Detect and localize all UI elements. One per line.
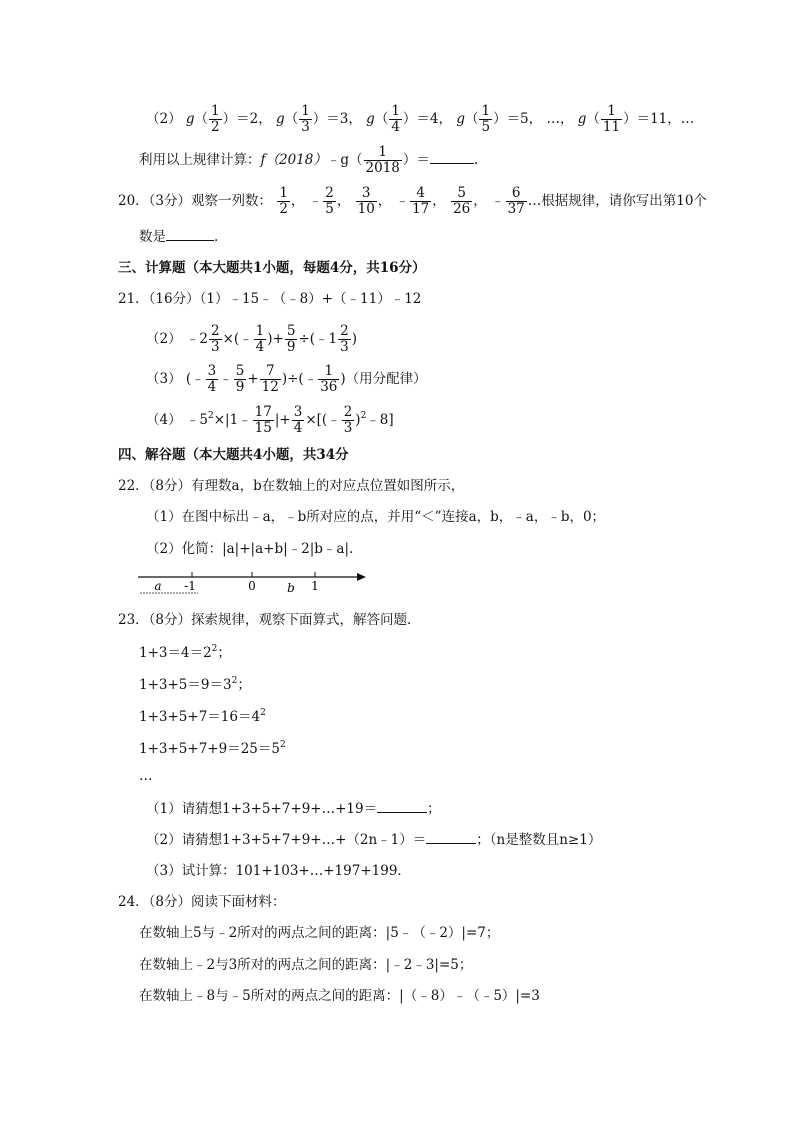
label-a: a — [154, 579, 162, 593]
section-3-heading: 三、计算题（本大题共1小题，每题4分，共16分） — [118, 260, 426, 276]
label-zero: 0 — [248, 579, 256, 593]
q23-eq1: $1+3=4=2^2$； — [139, 644, 231, 661]
q19-rule-line: 利用以上规律计算：f（2018）﹣g（ $\frac{1}{2018}$ ）＝ . — [139, 144, 479, 176]
label-minus-1: -1 — [184, 579, 196, 593]
section-4-heading: 四、解谷题（本大题共4小题，共34分 — [118, 447, 349, 463]
q24-line2: 在数轴上5与﹣2所对的两点之间的距离：|5﹣（﹣2）|=7； — [139, 925, 500, 941]
g-term-4: g（ $\frac{1}{5}$ ）＝5， — [456, 103, 543, 135]
sequence-term: ﹣ $\frac{4}{17}$ ， — [395, 185, 446, 217]
sequence-term: $\frac{3}{10}$ ， — [357, 185, 392, 217]
q23-eq4: $1+3+5+7+9=25=5^2$ — [139, 740, 286, 757]
fraction: $\frac{1}{5}$ — [481, 103, 491, 135]
f-expression: f（2018） — [260, 152, 327, 169]
sequence-term: ﹣ $\frac{2}{5}$ ， — [308, 185, 351, 217]
q21-line1: 21．（16分）（1）﹣15﹣（﹣8）+（﹣11）﹣12 — [118, 291, 422, 307]
q24-line3: 在数轴上﹣2与3所对的两点之间的距离：|﹣2﹣3|=5； — [139, 957, 473, 973]
q21-part2: （2） ﹣2 $\frac{2}{3}$ ×(﹣ $\frac{1}{4}$ )+ $\frac{5}{9}$ ÷(﹣1 $\frac{2}{3}$ ) — [146, 323, 357, 355]
g-term-2: g（ $\frac{1}{3}$ ）＝3， — [276, 103, 362, 135]
answer-blank[interactable] — [426, 843, 476, 844]
q24-line4: 在数轴上﹣8与﹣5所对的两点之间的距离：|（﹣8）﹣（﹣5）|=3 — [139, 988, 540, 1004]
answer-blank[interactable] — [166, 240, 214, 241]
answer-blank[interactable] — [430, 163, 474, 164]
label-b: b — [287, 581, 295, 595]
q22-line2: （1）在图中标出﹣a，﹣b所对应的点，并用“＜”连接a，b，﹣a，﹣b，0； — [146, 509, 606, 525]
q22-line3: （2）化简：|a|+|a+b|﹣2|b﹣a|. — [146, 541, 354, 557]
fraction: $\frac{1}{3}$ — [301, 103, 310, 135]
q19-part2-line — [146, 104, 694, 135]
sequence-term: ﹣ $\frac{6}{37}$ — [491, 185, 525, 217]
axis-arrow — [357, 573, 366, 581]
g-term-3: g（ $\frac{1}{4}$ ）＝4， — [366, 103, 453, 135]
q20-line1 — [118, 186, 707, 217]
q19-part2-label: （2） — [146, 111, 182, 128]
q23-dots: … — [139, 768, 153, 784]
q21-part3: （3） (﹣ $\frac{3}{4}$ ﹣ $\frac{5}{9}$ + $\frac{7}{12}$ )÷(﹣ $\frac{1}{36}$ )（用分配律） — [146, 363, 427, 395]
q22-line1: 22．（8分）有理数a，b在数轴上的对应点位置如图所示， — [118, 478, 465, 494]
fraction: $\frac{1}{2018}$ — [365, 144, 400, 176]
number-line — [134, 566, 374, 596]
q23-part2: （2）请猜想1+3+5+7+9+…+（2n﹣1）＝ ；（n是整数且n≥1） — [146, 832, 602, 848]
q21-part4: （4） $﹣5^2\times|1﹣$ $\frac{17}{15}$ |+ $\frac{3}{4}$ ×[(﹣ $\frac{2}{3}$ )$^2$﹣8] — [146, 404, 394, 436]
q20-lead: 20．（3分）观察一列数： — [118, 193, 273, 210]
q24-line1: 24．（8分）阅读下面材料： — [118, 894, 286, 910]
q20-after: …根据规律，请你写出第10个 — [527, 193, 707, 210]
ellipsis: …， — [546, 111, 574, 128]
label-one: 1 — [311, 579, 319, 593]
answer-blank[interactable] — [377, 812, 427, 813]
q23-line1: 23．（8分）探索规律，观察下面算式，解答问题． — [118, 612, 421, 628]
fraction: $\frac{1}{11}$ — [602, 103, 621, 135]
q20-line2: 数是 . — [139, 229, 219, 245]
q23-eq3: $1+3+5+7=16=4^2$ — [139, 708, 266, 725]
q23-part1: （1）请猜想1+3+5+7+9+…+19＝ ； — [146, 801, 441, 817]
fraction: $\frac{1}{2}$ — [211, 103, 220, 135]
q23-eq2: $1+3+5=9=3^2$； — [139, 676, 251, 693]
q23-part3: （3）试计算：101+103+…+197+199． — [146, 863, 411, 879]
sequence-term: $\frac{5}{26}$ ， — [453, 185, 487, 217]
g-term-last: g（ $\frac{1}{11}$ ）＝11，… — [577, 103, 695, 135]
g-term-1: g（ $\frac{1}{2}$ ）＝2， — [185, 103, 272, 135]
sequence-term: $\frac{1}{2}$ ， — [279, 185, 305, 217]
fraction: $\frac{1}{4}$ — [391, 103, 400, 135]
